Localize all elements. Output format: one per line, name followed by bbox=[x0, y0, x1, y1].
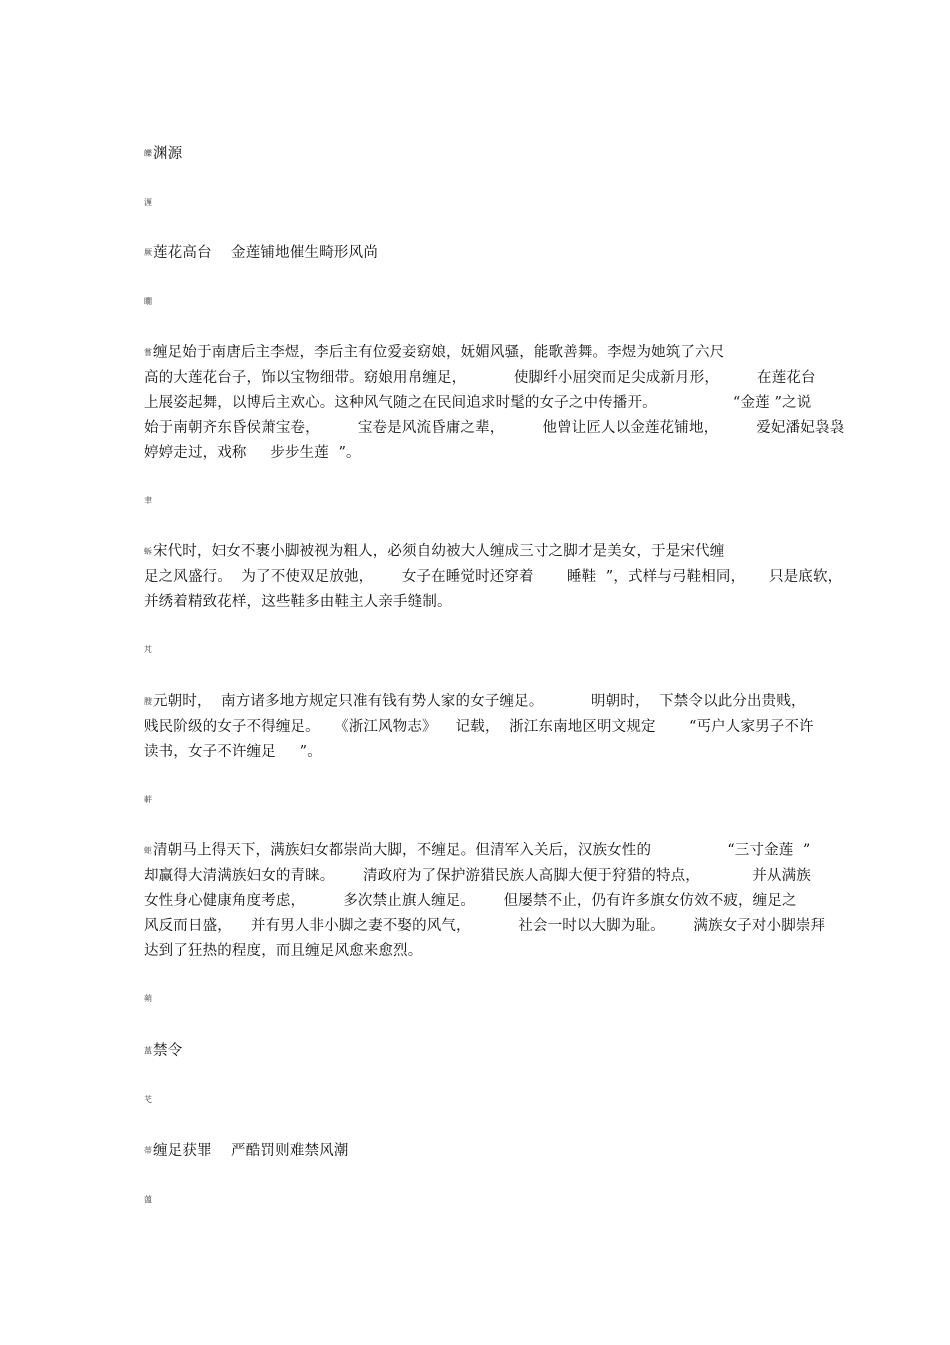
garbled-marker: 蚸 bbox=[144, 547, 152, 556]
paragraph-song-dynasty bbox=[144, 539, 843, 615]
garbled-marker: 芅 bbox=[144, 1095, 152, 1104]
paragraph-line: 高的大莲花台子，饰以宝物细带。窈娘用帛缠足， 使脚纤小屈突而足尖成新月形， 在莲花台 bbox=[144, 369, 816, 386]
paragraph-qing-dynasty bbox=[144, 838, 824, 964]
paragraph-line: 达到了狂热的程度，而且缠足风愈来愈烈。 bbox=[144, 942, 423, 959]
paragraph-line: 女性身心健康角度考虑， 多次禁止旗人缠足。 但屡禁不止，仍有许多旗女仿效不疲，缠足之 bbox=[144, 892, 797, 909]
garbled-marker: 湹 bbox=[144, 198, 152, 207]
paragraph-line: 足之风盛行。 为了不使双足放弛， 女子在睡觉时还穿着 睡鞋 ”，式样与弓鞋相同， 只是底软， bbox=[144, 568, 843, 585]
heading-text: 缠足获罪 严酷罚则难禁风潮 bbox=[153, 1143, 349, 1159]
heading-yuanyuan bbox=[144, 144, 824, 164]
paragraph-line: 并绣着精致花样，这些鞋多由鞋主人亲手缝制。 bbox=[144, 593, 452, 610]
garbled-marker: 聿 bbox=[144, 496, 152, 505]
paragraph-line: 上展姿起舞，以博后主欢心。这种风气随之在民间追求时髦的女子之中传播开。 “金莲 ”之说 bbox=[144, 394, 812, 411]
garbled-marker: 皪 bbox=[144, 149, 152, 158]
paragraph-line: 却赢得大清满族妇女的青睐。 清政府为了保护游猎民族人高脚大便于狩猎的特点， 并从满族 bbox=[144, 867, 811, 884]
heading-text: 莲花高台 金莲铺地催生畸形风尚 bbox=[153, 245, 379, 261]
paragraph-line: 婷婷走过，戏称 步步生莲 ”。 bbox=[144, 444, 361, 461]
paragraph-nantang-origin bbox=[144, 340, 845, 466]
paragraph-line: 风反而日盛， 并有男人非小脚之妻不娶的风气， 社会一时以大脚为耻。 满族女子对小脚崇拜 bbox=[144, 917, 826, 934]
garbled-marker: 薀 bbox=[144, 1195, 152, 1204]
heading-text: 渊源 bbox=[153, 146, 183, 162]
paragraph-line: 缠足始于南唐后主李煜，李后主有位爱妾窈娘，妩媚风骚，能歌善舞。李煜为她筑了六尺 bbox=[153, 344, 725, 361]
garbled-marker: 蓒 bbox=[144, 795, 152, 804]
garbled-marker: 厥 bbox=[144, 248, 152, 257]
garbled-marker: 蒂 bbox=[144, 1146, 152, 1155]
garbled-marker: 芃 bbox=[144, 645, 152, 654]
paragraph-line: 元朝时， 南方诸多地方规定只准有钱有势人家的女子缠足。 明朝时， 下禁令以此分出贵贱， bbox=[153, 693, 806, 710]
garbled-marker: 瞯 bbox=[144, 297, 152, 306]
paragraph-line: 贱民阶级的女子不得缠足。 《浙江风物志》 记载， 浙江东南地区明文规定 “丐户人家男子不许 bbox=[144, 718, 814, 735]
paragraph-line: 读书，女子不许缠足 ”。 bbox=[144, 743, 322, 760]
paragraph-yuan-ming bbox=[144, 689, 824, 765]
paragraph-line: 清朝马上得天下，满族妇女都崇尚大脚，不缠足。但清军入关后，汉族女性的 “三寸金莲 ” bbox=[153, 842, 811, 859]
garbled-marker: 蒴 bbox=[144, 994, 152, 1003]
garbled-marker: 嘗 bbox=[144, 348, 152, 357]
garbled-marker: 膄 bbox=[144, 697, 152, 706]
garbled-marker: 蒕 bbox=[144, 1046, 152, 1055]
heading-chanzu-huozui bbox=[144, 1141, 824, 1161]
heading-lianhua-gaotai bbox=[144, 243, 824, 263]
paragraph-line: 宋代时，妇女不裹小脚被视为粗人，必须自幼被大人缠成三寸之脚才是美女，于是宋代缠 bbox=[153, 543, 725, 560]
heading-jinling bbox=[144, 1041, 824, 1061]
paragraph-line: 始于南朝齐东昏侯萧宝卷， 宝卷是风流昏庸之辈， 他曾让匠人以金莲花铺地， 爱妃潘妃袅袅 bbox=[144, 419, 845, 436]
garbled-marker: 蚷 bbox=[144, 846, 152, 855]
heading-text: 禁令 bbox=[153, 1043, 183, 1059]
